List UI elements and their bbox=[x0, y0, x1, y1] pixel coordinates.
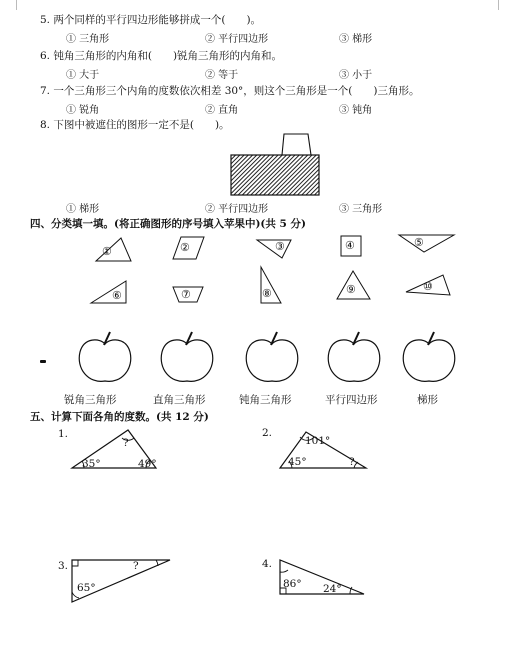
question-8-figure bbox=[228, 128, 328, 198]
question-5-option-3[interactable]: ③ 梯形 bbox=[339, 34, 373, 45]
apple-trapezoid[interactable] bbox=[402, 328, 457, 388]
problem-3-angle-right: ? bbox=[133, 560, 139, 572]
apple-label-parallelogram: 平行四边形 bbox=[325, 394, 378, 406]
shape-3-label: ③ bbox=[275, 240, 285, 253]
shape-8-triangle bbox=[256, 266, 286, 306]
shape-6-label: ⑥ bbox=[112, 289, 122, 302]
apple-acute-triangle[interactable] bbox=[78, 328, 133, 388]
apple-right-triangle[interactable] bbox=[160, 328, 215, 388]
problem-3-number: 3. bbox=[58, 560, 69, 572]
section-4-title: 四、分类填一填。(将正确图形的序号填入苹果中)(共 5 分) bbox=[30, 218, 306, 230]
question-7-stem: 7. 一个三角形三个内角的度数依次相差 30°，则这个三角形是一个( )三角形。 bbox=[40, 85, 420, 97]
problem-1-angle-top: ? bbox=[123, 437, 129, 449]
shape-5-triangle bbox=[398, 234, 458, 254]
problem-1-angle-right: 49° bbox=[138, 458, 157, 470]
question-8-stem: 8. 下图中被遮住的图形一定不是( )。 bbox=[40, 119, 230, 131]
shape-2-label: ② bbox=[180, 241, 190, 254]
shape-1-label: ① bbox=[102, 245, 112, 258]
question-6-option-3[interactable]: ③ 小于 bbox=[339, 70, 373, 81]
shape-2-parallelogram bbox=[172, 236, 212, 262]
apple-label-trapezoid: 梯形 bbox=[417, 394, 438, 406]
question-5-option-2[interactable]: ② 平行四边形 bbox=[205, 34, 269, 45]
question-5-option-1[interactable]: ① 三角形 bbox=[66, 34, 110, 45]
problem-2-angle-left: 45° bbox=[288, 456, 307, 468]
apple-parallelogram[interactable] bbox=[327, 328, 382, 388]
question-8-option-2[interactable]: ② 平行四边形 bbox=[205, 204, 269, 215]
problem-4-angle-top: 86° bbox=[283, 578, 302, 590]
problem-1-number: 1. bbox=[58, 428, 69, 440]
question-7-option-1[interactable]: ① 锐角 bbox=[66, 105, 100, 116]
apple-label-acute: 锐角三角形 bbox=[64, 394, 117, 406]
shape-1-triangle bbox=[95, 236, 135, 264]
problem-2-number: 2. bbox=[262, 427, 273, 439]
problem-2-angle-top: 101° bbox=[305, 435, 331, 447]
question-7-option-2[interactable]: ② 直角 bbox=[205, 105, 239, 116]
problem-1-angle-left: 35° bbox=[82, 458, 101, 470]
apple-label-obtuse: 钝角三角形 bbox=[239, 394, 292, 406]
apple-label-right: 直角三角形 bbox=[153, 394, 206, 406]
question-7-option-3[interactable]: ③ 钝角 bbox=[339, 105, 373, 116]
shape-10-label: ⑩ bbox=[423, 280, 433, 293]
question-6-option-2[interactable]: ② 等于 bbox=[205, 70, 239, 81]
shape-5-label: ⑤ bbox=[414, 236, 424, 249]
question-6-option-1[interactable]: ① 大于 bbox=[66, 70, 100, 81]
question-8-option-3[interactable]: ③ 三角形 bbox=[339, 204, 383, 215]
question-5-stem: 5. 两个同样的平行四边形能够拼成一个( )。 bbox=[40, 14, 262, 26]
problem-4-number: 4. bbox=[262, 558, 273, 570]
visible-shape-top bbox=[282, 134, 311, 155]
problem-3-angle-bottom: 65° bbox=[77, 582, 96, 594]
problem-2-angle-right: ? bbox=[349, 456, 355, 468]
shape-6-triangle bbox=[90, 280, 132, 306]
apple-obtuse-triangle[interactable] bbox=[245, 328, 300, 388]
question-8-option-1[interactable]: ① 梯形 bbox=[66, 204, 100, 215]
shape-8-label: ⑧ bbox=[262, 287, 272, 300]
shape-4-label: ④ bbox=[345, 239, 355, 252]
ink-mark bbox=[40, 360, 46, 363]
shape-9-label: ⑨ bbox=[346, 283, 356, 296]
corner-mark-right bbox=[498, 0, 509, 10]
question-6-stem: 6. 钝角三角形的内角和( )锐角三角形的内角和。 bbox=[40, 50, 283, 62]
shape-7-label: ⑦ bbox=[181, 288, 191, 301]
problem-3-triangle bbox=[68, 556, 178, 606]
corner-mark-left bbox=[6, 0, 17, 10]
problem-4-angle-right: 24° bbox=[323, 583, 342, 595]
section-5-title: 五、计算下面各角的度数。(共 12 分) bbox=[30, 411, 209, 423]
hatched-cover-rect bbox=[231, 155, 319, 195]
